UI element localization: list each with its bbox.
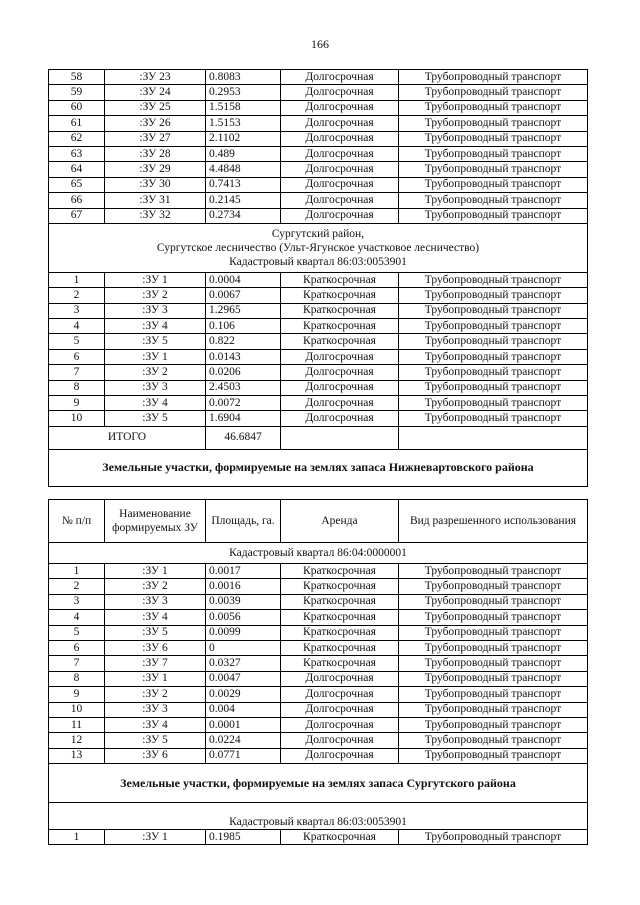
plot-name: :ЗУ 28 [105, 146, 206, 161]
table-row [49, 193, 588, 208]
area-value: 0.2734 [206, 208, 281, 223]
usage-type: Трубопроводный транспорт [399, 687, 588, 702]
area-value: 1.5153 [206, 116, 281, 131]
table-row [49, 702, 588, 717]
area-value: 0.8083 [206, 70, 281, 85]
area-value: 0.2145 [206, 193, 281, 208]
section2-quarter: Кадастровый квартал 86:04:0000001 [49, 543, 588, 564]
row-number: 8 [49, 380, 105, 395]
lease-type: Краткосрочная [281, 334, 399, 349]
area-value: 2.1102 [206, 131, 281, 146]
row-number: 3 [49, 594, 105, 609]
lease-type: Краткосрочная [281, 830, 399, 845]
table-row [49, 146, 588, 161]
lease-type: Долгосрочная [281, 177, 399, 192]
row-number: 11 [49, 717, 105, 732]
usage-type: Трубопроводный транспорт [399, 100, 588, 115]
plot-name: :ЗУ 1 [105, 564, 206, 579]
row-number: 8 [49, 671, 105, 686]
plot-name: :ЗУ 29 [105, 162, 206, 177]
area-value: 0.0771 [206, 748, 281, 763]
plot-name: :ЗУ 5 [105, 625, 206, 640]
land-plots-table-lower [48, 499, 588, 845]
row-number: 13 [49, 748, 105, 763]
lease-type: Долгосрочная [281, 671, 399, 686]
area-value: 0.0327 [206, 656, 281, 671]
lease-type: Краткосрочная [281, 319, 399, 334]
row-number: 64 [49, 162, 105, 177]
lease-type: Краткосрочная [281, 272, 399, 287]
lease-type: Краткосрочная [281, 288, 399, 303]
usage-type: Трубопроводный транспорт [399, 193, 588, 208]
row-number: 59 [49, 85, 105, 100]
plot-name: :ЗУ 23 [105, 70, 206, 85]
usage-type: Трубопроводный транспорт [399, 830, 588, 845]
table-row [49, 177, 588, 192]
area-value: 0.2953 [206, 85, 281, 100]
page-number: 166 [311, 37, 329, 51]
table-row [49, 610, 588, 625]
lease-type: Долгосрочная [281, 349, 399, 364]
area-value: 0.0029 [206, 687, 281, 702]
plot-name: :ЗУ 32 [105, 208, 206, 223]
row-number: 3 [49, 303, 105, 318]
plot-name: :ЗУ 6 [105, 748, 206, 763]
plot-name: :ЗУ 1 [105, 830, 206, 845]
area-value: 1.5158 [206, 100, 281, 115]
quarter-row [49, 543, 588, 564]
lease-type: Долгосрочная [281, 208, 399, 223]
table-row [49, 579, 588, 594]
usage-type: Трубопроводный транспорт [399, 733, 588, 748]
usage-type: Трубопроводный транспорт [399, 303, 588, 318]
lease-type: Долгосрочная [281, 162, 399, 177]
table-row [49, 625, 588, 640]
lease-type: Долгосрочная [281, 70, 399, 85]
area-value: 0.106 [206, 319, 281, 334]
plot-name: :ЗУ 5 [105, 334, 206, 349]
table-row [49, 396, 588, 411]
table-row [49, 687, 588, 702]
header-usage: Вид разрешенного использования [399, 500, 588, 543]
lease-type: Долгосрочная [281, 411, 399, 426]
plot-name: :ЗУ 3 [105, 594, 206, 609]
usage-type: Трубопроводный транспорт [399, 717, 588, 732]
area-value: 0.1985 [206, 830, 281, 845]
plot-name: :ЗУ 4 [105, 319, 206, 334]
plot-name: :ЗУ 4 [105, 717, 206, 732]
usage-type: Трубопроводный транспорт [399, 319, 588, 334]
table-row [49, 564, 588, 579]
plot-name: :ЗУ 30 [105, 177, 206, 192]
region-line1: Сургутский район, [271, 227, 365, 240]
plot-name: :ЗУ 3 [105, 380, 206, 395]
header-area: Площадь, га. [206, 500, 281, 543]
table-row [49, 733, 588, 748]
lease-type: Долгосрочная [281, 100, 399, 115]
usage-type: Трубопроводный транспорт [399, 288, 588, 303]
lease-type: Долгосрочная [281, 146, 399, 161]
row-number: 4 [49, 319, 105, 334]
area-value: 0.004 [206, 702, 281, 717]
table-row [49, 380, 588, 395]
section3-heading: Земельные участки, формируемые на землях запаса Сургутского района [49, 764, 588, 803]
table-row [49, 640, 588, 655]
area-value: 0.0039 [206, 594, 281, 609]
table-row [49, 748, 588, 763]
usage-type: Трубопроводный транспорт [399, 579, 588, 594]
plot-name: :ЗУ 1 [105, 671, 206, 686]
usage-type: Трубопроводный транспорт [399, 334, 588, 349]
row-number: 12 [49, 733, 105, 748]
area-value: 0.0004 [206, 272, 281, 287]
row-number: 63 [49, 146, 105, 161]
row-number: 6 [49, 640, 105, 655]
area-value: 1.6904 [206, 411, 281, 426]
table-row [49, 656, 588, 671]
row-number: 9 [49, 687, 105, 702]
usage-type: Трубопроводный транспорт [399, 656, 588, 671]
usage-type: Трубопроводный транспорт [399, 131, 588, 146]
row-number: 1 [49, 830, 105, 845]
plot-name: :ЗУ 2 [105, 288, 206, 303]
row-number: 5 [49, 334, 105, 349]
area-value: 0.0016 [206, 579, 281, 594]
header-name: Наименование формируемых ЗУ [105, 500, 206, 543]
row-number: 60 [49, 100, 105, 115]
row-number: 10 [49, 702, 105, 717]
plot-name: :ЗУ 4 [105, 396, 206, 411]
column-headers-row [49, 500, 588, 543]
usage-type: Трубопроводный транспорт [399, 70, 588, 85]
table-row [49, 830, 588, 845]
lease-type: Краткосрочная [281, 640, 399, 655]
row-number: 58 [49, 70, 105, 85]
area-value: 0.0067 [206, 288, 281, 303]
lease-type: Краткосрочная [281, 625, 399, 640]
table-row [49, 272, 588, 287]
area-value: 0.0001 [206, 717, 281, 732]
lease-type: Долгосрочная [281, 193, 399, 208]
row-number: 66 [49, 193, 105, 208]
usage-type: Трубопроводный транспорт [399, 748, 588, 763]
row-number: 2 [49, 579, 105, 594]
usage-type: Трубопроводный транспорт [399, 610, 588, 625]
usage-type: Трубопроводный транспорт [399, 272, 588, 287]
plot-name: :ЗУ 27 [105, 131, 206, 146]
lease-type: Краткосрочная [281, 579, 399, 594]
row-number: 2 [49, 288, 105, 303]
table-row [49, 334, 588, 349]
quarter-row [49, 803, 588, 830]
plot-name: :ЗУ 4 [105, 610, 206, 625]
lease-type: Долгосрочная [281, 131, 399, 146]
plot-name: :ЗУ 1 [105, 272, 206, 287]
usage-type: Трубопроводный транспорт [399, 85, 588, 100]
row-number: 65 [49, 177, 105, 192]
lease-type: Долгосрочная [281, 702, 399, 717]
usage-type: Трубопроводный транспорт [399, 411, 588, 426]
usage-type: Трубопроводный транспорт [399, 116, 588, 131]
section2-heading-row [49, 449, 588, 486]
usage-type: Трубопроводный транспорт [399, 365, 588, 380]
plot-name: :ЗУ 5 [105, 733, 206, 748]
area-value: 0.0072 [206, 396, 281, 411]
lease-type: Долгосрочная [281, 733, 399, 748]
row-number: 5 [49, 625, 105, 640]
table-row [49, 116, 588, 131]
row-number: 62 [49, 131, 105, 146]
plot-name: :ЗУ 26 [105, 116, 206, 131]
row-number: 9 [49, 396, 105, 411]
row-number: 1 [49, 272, 105, 287]
area-value: 0.0047 [206, 671, 281, 686]
plot-name: :ЗУ 3 [105, 303, 206, 318]
area-value: 0.0206 [206, 365, 281, 380]
header-number: № п/п [49, 500, 105, 543]
usage-type: Трубопроводный транспорт [399, 162, 588, 177]
table-row [49, 303, 588, 318]
usage-type: Трубопроводный транспорт [399, 380, 588, 395]
lease-type: Краткосрочная [281, 656, 399, 671]
area-value: 1.2965 [206, 303, 281, 318]
plot-name: :ЗУ 31 [105, 193, 206, 208]
lease-type: Долгосрочная [281, 365, 399, 380]
table-row [49, 594, 588, 609]
table-row [49, 365, 588, 380]
table-row [49, 288, 588, 303]
lease-type: Долгосрочная [281, 748, 399, 763]
table-row [49, 70, 588, 85]
plot-name: :ЗУ 1 [105, 349, 206, 364]
plot-name: :ЗУ 3 [105, 702, 206, 717]
lease-type: Долгосрочная [281, 116, 399, 131]
row-number: 7 [49, 365, 105, 380]
section3-heading-row [49, 764, 588, 803]
plot-name: :ЗУ 2 [105, 687, 206, 702]
area-value: 0.0099 [206, 625, 281, 640]
lease-type: Краткосрочная [281, 594, 399, 609]
total-value: 46.6847 [206, 426, 281, 449]
table-row [49, 349, 588, 364]
plot-name: :ЗУ 24 [105, 85, 206, 100]
lease-type: Долгосрочная [281, 380, 399, 395]
lease-type: Краткосрочная [281, 303, 399, 318]
lease-type: Долгосрочная [281, 717, 399, 732]
usage-type: Трубопроводный транспорт [399, 564, 588, 579]
usage-type: Трубопроводный транспорт [399, 349, 588, 364]
plot-name: :ЗУ 25 [105, 100, 206, 115]
table-row [49, 162, 588, 177]
total-label: ИТОГО [49, 426, 206, 449]
lease-type: Долгосрочная [281, 85, 399, 100]
area-value: 0.489 [206, 146, 281, 161]
row-number: 6 [49, 349, 105, 364]
table-row [49, 411, 588, 426]
region-line2: Сургутское лесничество (Ульт-Ягунское участковое лесничество) [156, 241, 480, 254]
usage-type: Трубопроводный транспорт [399, 177, 588, 192]
region-header-row [49, 223, 588, 272]
row-number: 7 [49, 656, 105, 671]
cadastral-quarter: Кадастровый квартал 86:03:0053901 [229, 255, 407, 268]
usage-type: Трубопроводный транспорт [399, 146, 588, 161]
usage-type: Трубопроводный транспорт [399, 640, 588, 655]
area-value: 0 [206, 640, 281, 655]
plot-name: :ЗУ 2 [105, 365, 206, 380]
plot-name: :ЗУ 6 [105, 640, 206, 655]
usage-type: Трубопроводный транспорт [399, 396, 588, 411]
table-row [49, 671, 588, 686]
header-lease: Аренда [281, 500, 399, 543]
usage-type: Трубопроводный транспорт [399, 625, 588, 640]
lease-type: Долгосрочная [281, 396, 399, 411]
section3-quarter: Кадастровый квартал 86:03:0053901 [49, 803, 588, 830]
row-number: 10 [49, 411, 105, 426]
row-number: 1 [49, 564, 105, 579]
area-value: 4.4848 [206, 162, 281, 177]
row-number: 61 [49, 116, 105, 131]
lease-type: Краткосрочная [281, 564, 399, 579]
area-value: 0.7413 [206, 177, 281, 192]
usage-type: Трубопроводный транспорт [399, 208, 588, 223]
usage-type: Трубопроводный транспорт [399, 594, 588, 609]
land-plots-table-upper [48, 69, 588, 487]
table-row [49, 131, 588, 146]
area-value: 0.0143 [206, 349, 281, 364]
lease-type: Долгосрочная [281, 687, 399, 702]
total-row [49, 426, 588, 449]
row-number: 4 [49, 610, 105, 625]
lease-type: Краткосрочная [281, 610, 399, 625]
area-value: 0.0224 [206, 733, 281, 748]
area-value: 2.4503 [206, 380, 281, 395]
area-value: 0.0056 [206, 610, 281, 625]
table-row [49, 319, 588, 334]
section2-heading: Земельные участки, формируемые на землях запаса Нижневартовского района [49, 449, 588, 486]
area-value: 0.822 [206, 334, 281, 349]
plot-name: :ЗУ 2 [105, 579, 206, 594]
row-number: 67 [49, 208, 105, 223]
plot-name: :ЗУ 5 [105, 411, 206, 426]
usage-type: Трубопроводный транспорт [399, 671, 588, 686]
area-value: 0.0017 [206, 564, 281, 579]
table-row [49, 208, 588, 223]
usage-type: Трубопроводный транспорт [399, 702, 588, 717]
plot-name: :ЗУ 7 [105, 656, 206, 671]
table-row [49, 717, 588, 732]
table-row [49, 85, 588, 100]
table-row [49, 100, 588, 115]
